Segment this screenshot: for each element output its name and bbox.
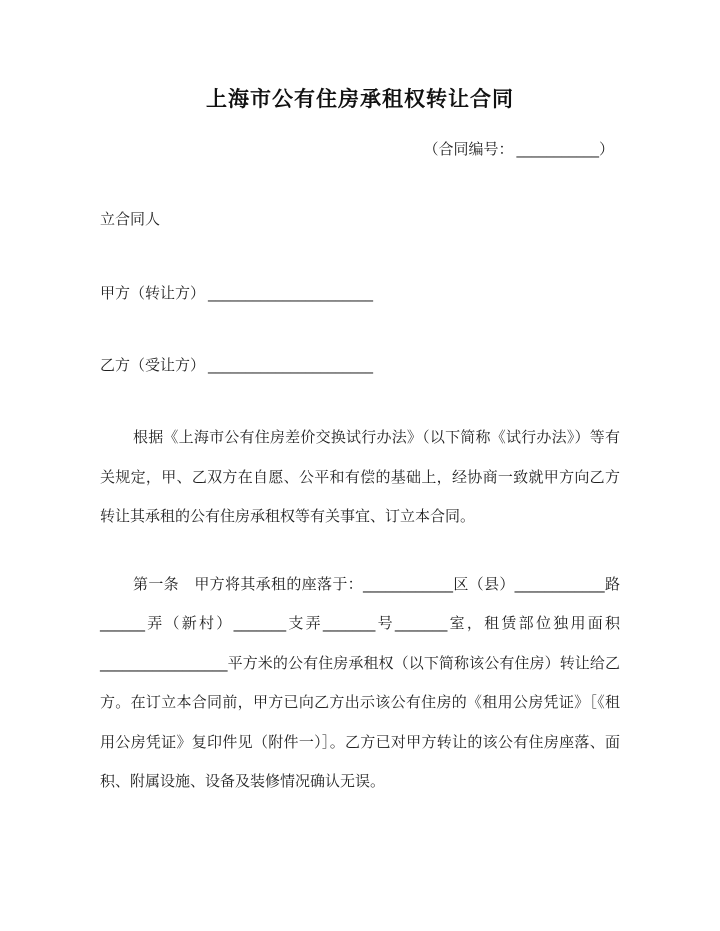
party-a-blank: ______________________	[208, 284, 374, 302]
contract-number-blank: ___________	[516, 140, 599, 158]
clause-one-paragraph: 第一条 甲方将其承租的座落于：____________区（县）____________路______弄（新村）_______支弄_______号_______室，租赁部位独用面积_________________平方米的公有住房承租权（以下简称该公有住房）转让给乙方。在订立本合同前，甲方已向乙方出示该公有住房的《租用公房凭证》［《租用公房凭证》复印件见（附件一）］。乙方已对甲方转让的该公有住房座落、面积、附属设施、设备及装修情况确认无误。	[100, 574, 620, 790]
document-title: 上海市公有住房承租权转让合同	[206, 87, 514, 111]
party-b-blank: ______________________	[208, 356, 374, 374]
parties-intro: 立合同人	[100, 210, 161, 228]
contract-number-label: （合同编号：	[423, 140, 514, 158]
contract-number-close: ）	[598, 140, 614, 158]
party-a-line	[100, 284, 620, 303]
party-b-label: 乙方（受让方）	[100, 356, 206, 374]
party-a-label: 甲方（转让方）	[100, 284, 206, 302]
contract-number-line	[100, 140, 620, 159]
preamble-paragraph: 根据《上海市公有住房差价交换试行办法》（以下简称《试行办法》）等有关规定，甲、乙双方在自愿、公平和有偿的基础上，经协商一致就甲方向乙方转让其承租的公有住房承租权等有关事宜、订立本合同。	[100, 428, 620, 525]
party-b-line	[100, 356, 620, 375]
